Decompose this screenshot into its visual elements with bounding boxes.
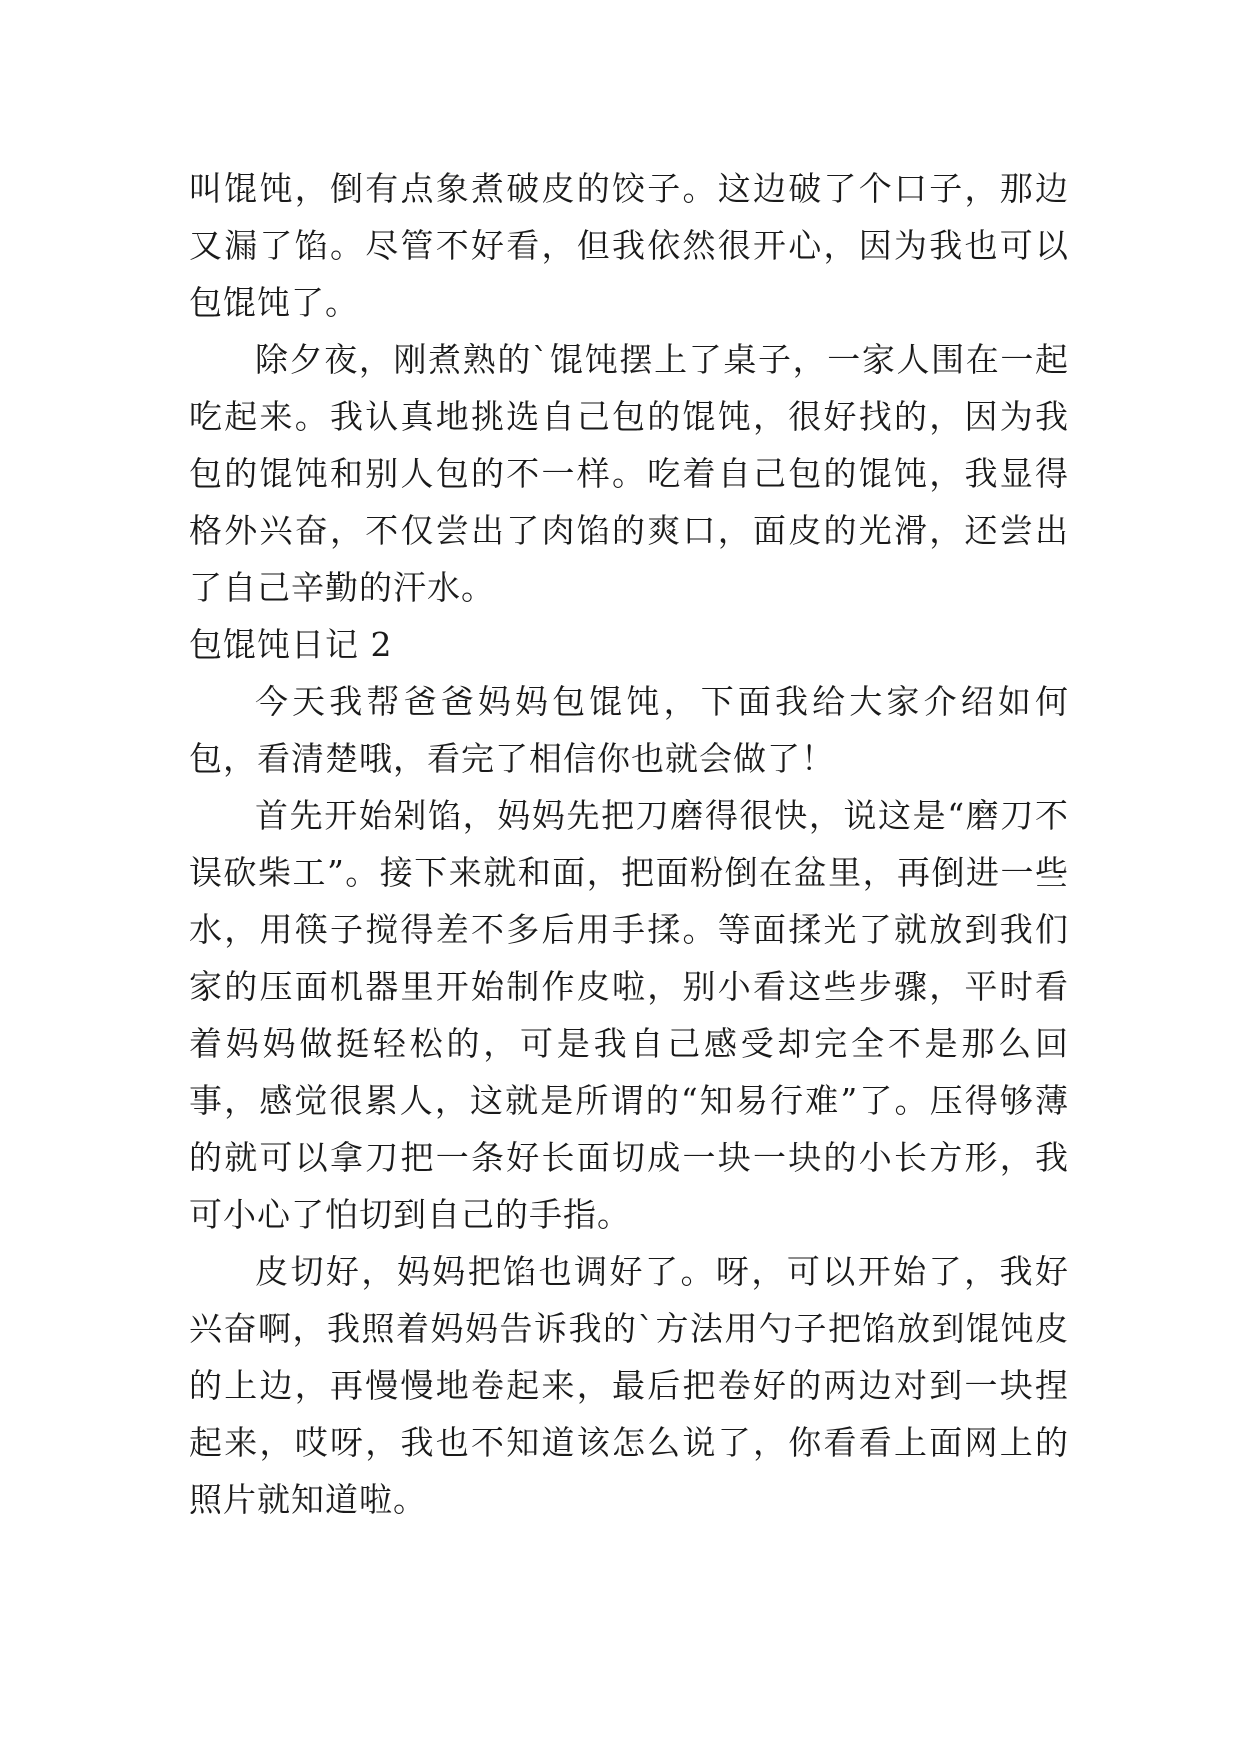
paragraph-steps: 首先开始剁馅，妈妈先把刀磨得很快，说这是“磨刀不误砍柴工”。接下来就和面，把面粉倒在盆里，再倒进一些水，用筷子搅得差不多后用手揉。等面揉光了就放到我们家的压面机器里开始制作皮啦，别小看这些步骤，平时看着妈妈做挺轻松的，可是我自己感受却完全不是那么回事，感觉很累人，这就是所谓的“知易行难”了。压得够薄的就可以拿刀把一条好长面切成一块一块的小长方形，我可小心了怕切到自己的手指。: [189, 796, 1069, 1234]
paragraph-continued: 叫馄饨，倒有点象煮破皮的饺子。这边破了个口子，那边又漏了馅。尽管不好看，但我依然很开心，因为我也可以包馄饨了。: [189, 169, 1069, 322]
paragraph-wrapping: 皮切好，妈妈把馅也调好了。呀，可以开始了，我好兴奋啊，我照着妈妈告诉我的`方法用勺子把馅放到馄饨皮的上边，再慢慢地卷起来，最后把卷好的两边对到一块捏起来，哎呀，我也不知道该怎么说了，你看看上面网上的照片就知道啦。: [189, 1252, 1069, 1519]
document-body: [189, 160, 1069, 1528]
section-heading: 包馄饨日记 2: [189, 625, 393, 664]
paragraph-intro: 今天我帮爸爸妈妈包馄饨，下面我给大家介绍如何包，看清楚哦，看完了相信你也就会做了！: [189, 682, 1069, 778]
paragraph-new-year-eve: 除夕夜，刚煮熟的`馄饨摆上了桌子，一家人围在一起吃起来。我认真地挑选自己包的馄饨，很好找的，因为我包的馄饨和别人包的不一样。吃着自己包的馄饨，我显得格外兴奋，不仅尝出了肉馅的爽口，面皮的光滑，还尝出了自己辛勤的汗水。: [189, 340, 1069, 607]
